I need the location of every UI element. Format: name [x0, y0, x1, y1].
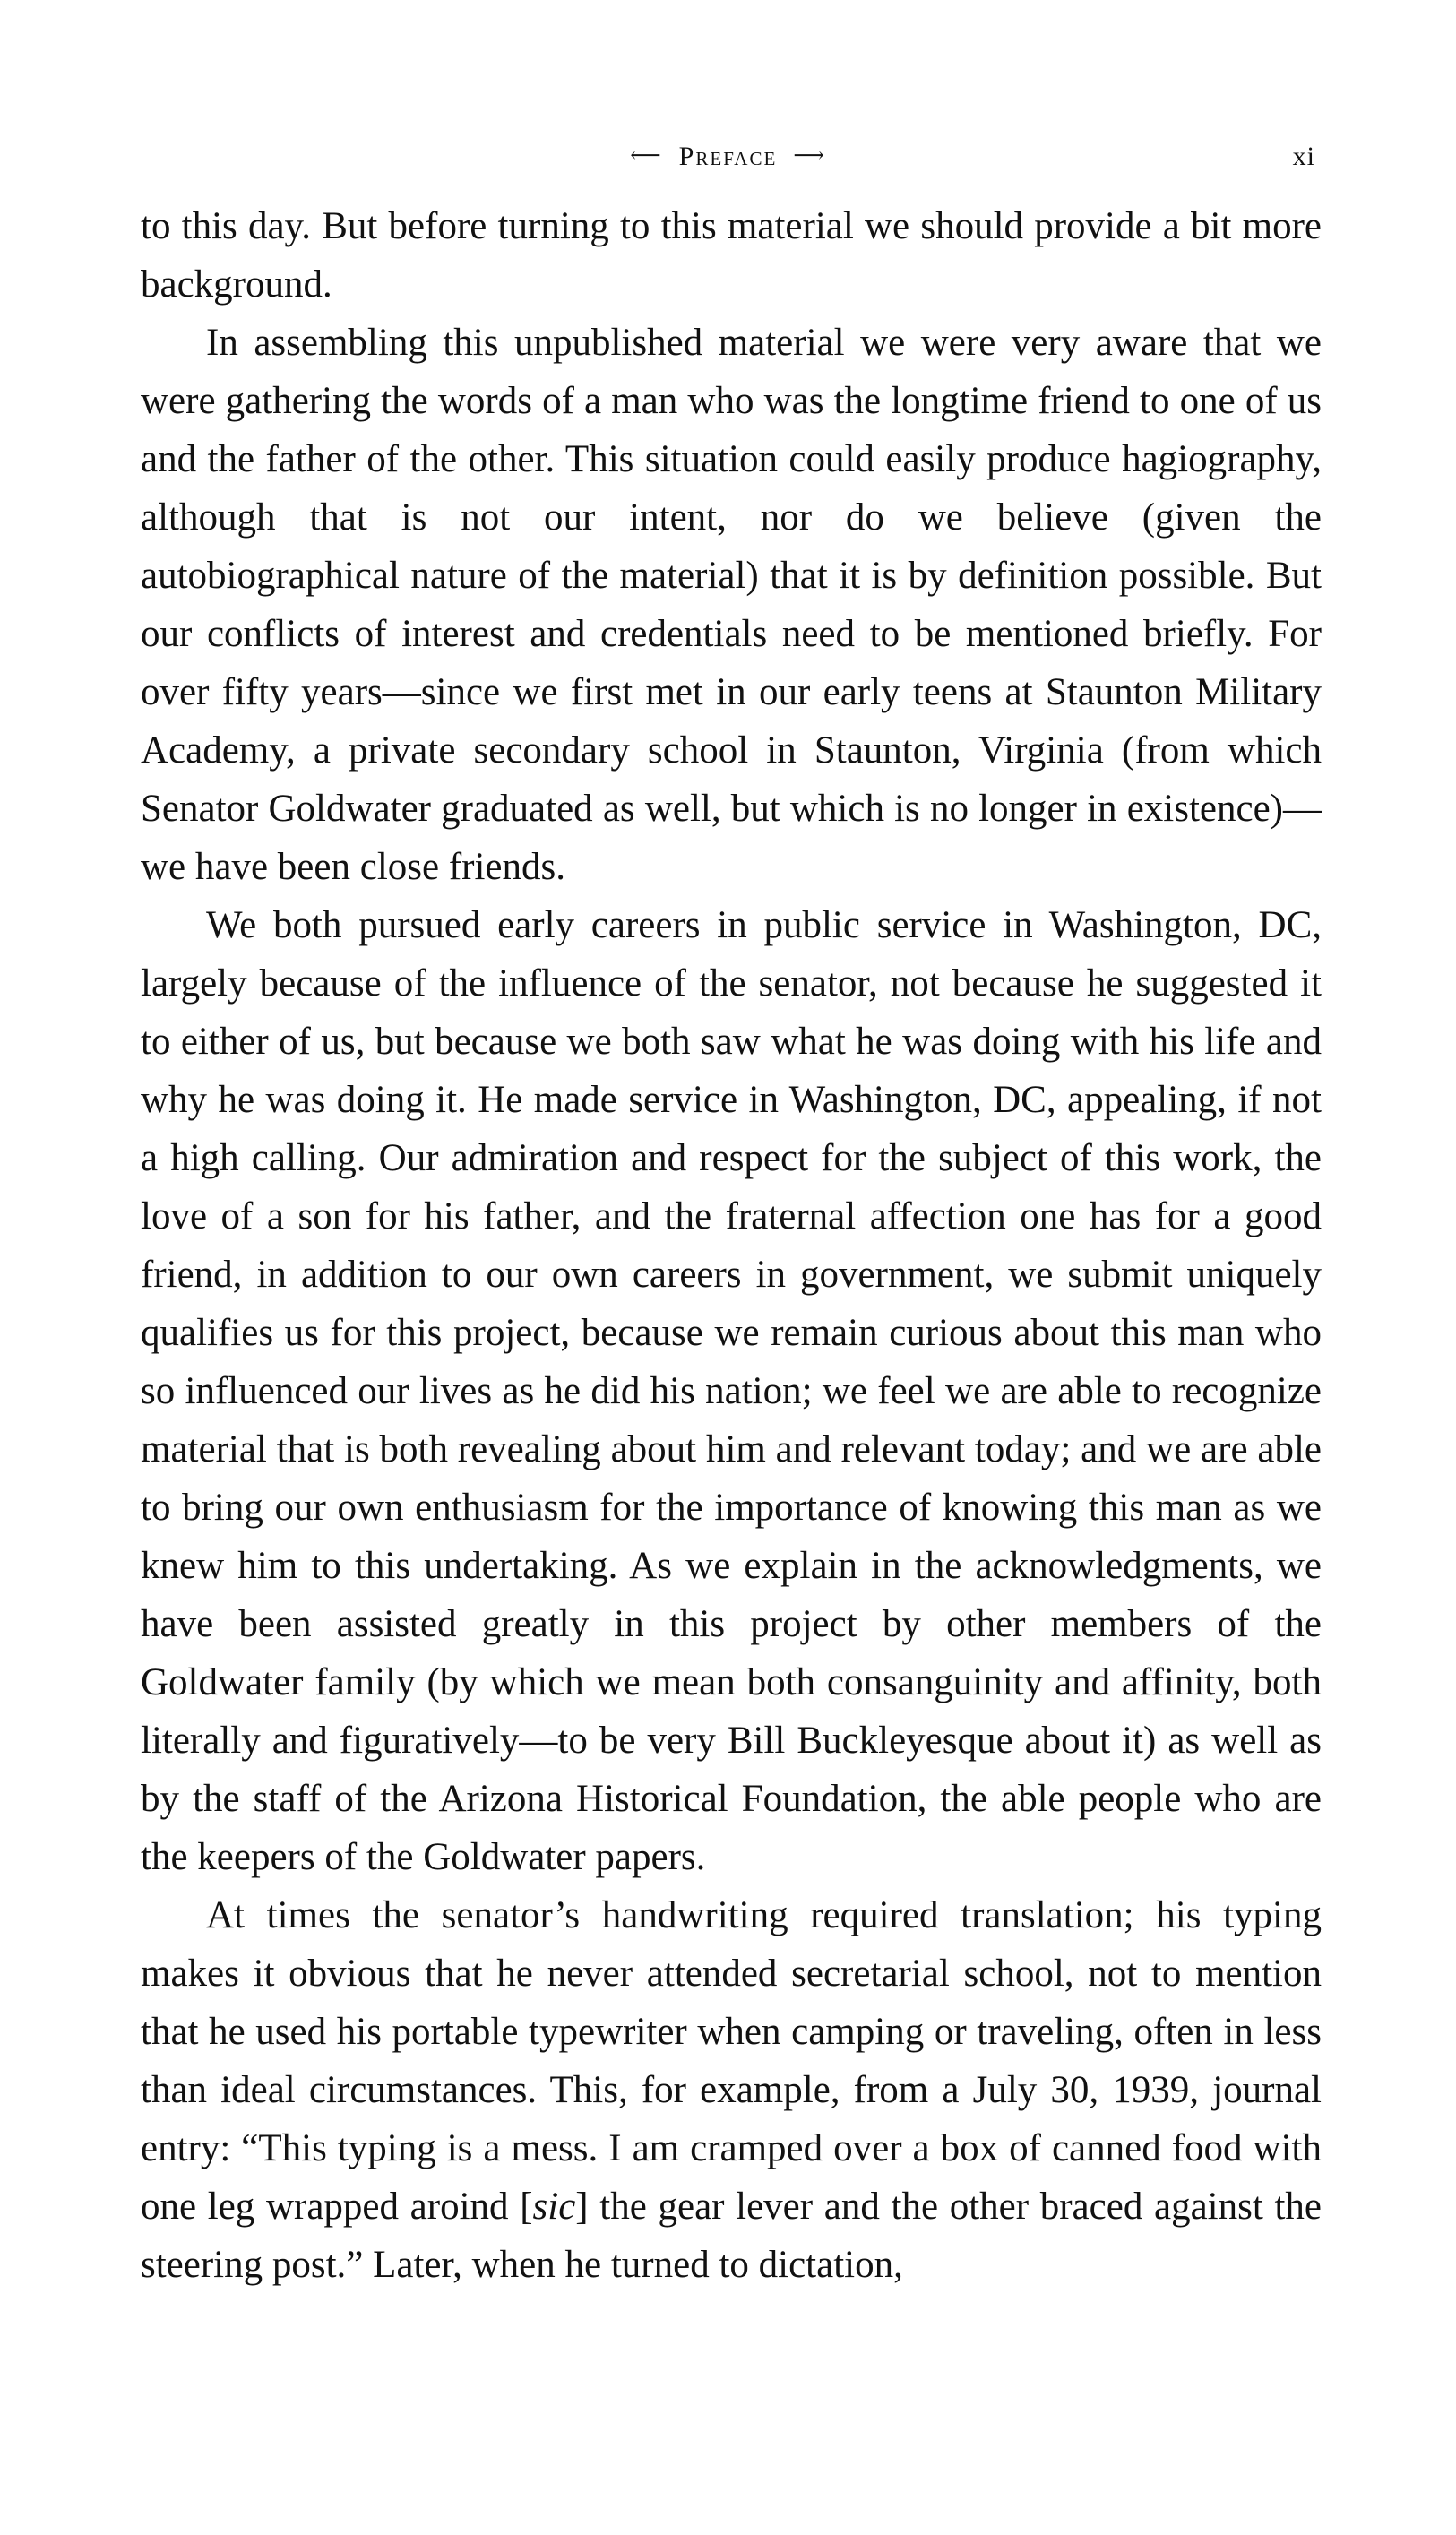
paragraph-2: In assembling this unpublished material we were very aware that we were gathering the words of a man who was the longtime friend to one of us and the father of the other. This situation could easily produce hagiography, although that is not our intent, nor do we believe (given the autobiographical nature of the material) that it is by definition possible. But our conflicts of interest and credentials need to be mentioned briefly. For over fifty years—since we first met in our early teens at Staunton Military Academy, a private secondary school in Staunton, Virginia (from which Senator Goldwater graduated as well, but which is no longer in existence)—we have been close friends.	[141, 322, 1322, 888]
ornament-right-icon: ⟶	[793, 144, 826, 168]
ornament-left-icon: ⟵	[630, 144, 663, 168]
paragraph-4-after: ] the gear lever and the other braced against the steering post.” Later, when he turned to dictation,	[141, 2186, 1322, 2286]
paragraph-4	[141, 1886, 1322, 2294]
paragraph-4-before: At times the senator’s handwriting required translation; his typing makes it obvious that he never attended secretarial school, not to mention that he used his portable typewriter when camping or traveling, often in less than ideal circumstances. This, for example, from a July 30, 1939, journal entry: “This typing is a mess. I am cramped over a box of canned food with one leg wrapped aroind [	[141, 1894, 1322, 2228]
running-head-title-row	[0, 134, 1456, 181]
running-head	[0, 134, 1456, 179]
paragraph-3: We both pursued early careers in public service in Washington, DC, largely because of the influence of the senator, not because he suggested it to either of us, but because we both saw what he was doing with his life and why he was doing it. He made service in Washington, DC, appealing, if not a high calling. Our admiration and respect for the subject of this work, the love of a son for his father, and the fraternal affection one has for a good friend, in addition to our own careers in government, we submit uniquely qualifies us for this project, because we remain curious about this man who so influenced our lives as he did his nation; we feel we are able to recognize material that is both revealing about him and relevant today; and we are able to bring our own enthusiasm for the importance of knowing this man as we knew him to this undertaking. As we explain in the acknowledgments, we have been assisted greatly in this project by other members of the Goldwater family (by which we mean both consanguinity and affinity, both literally and figuratively—to be very Bill Buckleyesque about it) as well as by the staff of the Arizona Historical Foundation, the able people who are the keepers of the Goldwater papers.	[141, 904, 1322, 1878]
paragraph-1: to this day. But before turning to this material we should provide a bit more background.	[141, 205, 1322, 306]
running-head-title: Preface	[678, 142, 778, 171]
page-number: xi	[1292, 142, 1315, 171]
body-text	[141, 197, 1322, 2294]
sic-italic: sic	[532, 2186, 576, 2228]
